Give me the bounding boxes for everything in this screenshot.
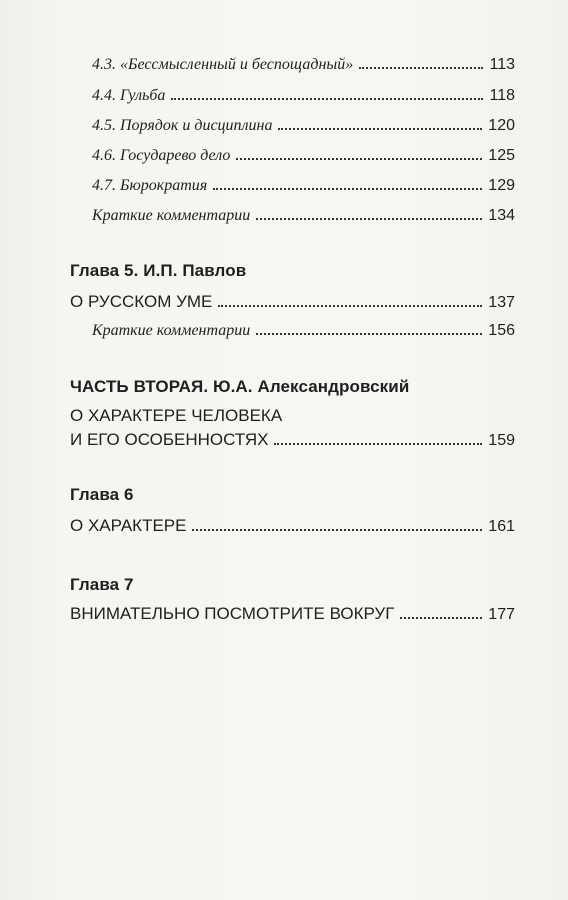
- toc-entry-page: 159: [488, 432, 515, 449]
- toc-entry-title: Краткие комментарии: [92, 207, 251, 224]
- toc-entry-about-character: [70, 516, 515, 536]
- dot-leader: [213, 188, 482, 190]
- toc-entry-page: 129: [488, 177, 515, 194]
- toc-entry-title: 4.5. Порядок и дисциплина: [92, 117, 273, 134]
- toc-entry-page: 113: [489, 56, 515, 73]
- toc-entry-title: 4.7. Бюрократия: [92, 177, 208, 194]
- toc-entry-title: Краткие комментарии: [92, 322, 251, 339]
- toc-entry-4-4: [92, 87, 515, 105]
- toc-entry-page: 134: [488, 207, 515, 224]
- dot-leader: [236, 158, 482, 160]
- dot-leader: [278, 128, 482, 130]
- toc-entry-comments-5: [92, 322, 515, 340]
- toc-entry-title: 4.4. Гульба: [92, 87, 166, 104]
- toc-entry-title: ВНИМАТЕЛЬНО ПОСМОТРИТЕ ВОКРУГ: [70, 604, 395, 623]
- toc-entry-character-line2: [70, 430, 515, 450]
- dot-leader: [192, 529, 482, 531]
- chapter-6-heading: Глава 6: [70, 485, 134, 504]
- toc-entry-4-5: [92, 117, 515, 135]
- toc-entry-title: 4.3. «Бессмысленный и беспощадный»: [92, 56, 354, 73]
- toc-entry-page: 120: [488, 117, 515, 134]
- dot-leader: [400, 617, 482, 619]
- dot-leader: [171, 98, 483, 100]
- dot-leader: [256, 333, 482, 335]
- toc-entry-page: 118: [489, 87, 515, 104]
- toc-entry-character-line1: О ХАРАКТЕРЕ ЧЕЛОВЕКА: [70, 406, 283, 425]
- toc-entry-page: 177: [488, 606, 515, 623]
- toc-entry-4-6: [92, 147, 515, 165]
- toc-entry-4-3: [92, 56, 515, 74]
- toc-entry-title: О РУССКОМ УМЕ: [70, 292, 213, 311]
- toc-entry-page: 137: [488, 294, 515, 311]
- dot-leader: [274, 443, 482, 445]
- toc-entry-title: И ЕГО ОСОБЕННОСТЯХ: [70, 430, 269, 449]
- dot-leader: [218, 305, 482, 307]
- toc-entry-title: О ХАРАКТЕРЕ: [70, 516, 187, 535]
- dot-leader: [256, 218, 482, 220]
- toc-entry-russian-mind: [70, 292, 515, 312]
- toc-entry-look-around: [70, 604, 515, 624]
- toc-entry-comments-4: [92, 207, 515, 225]
- part-two-heading: ЧАСТЬ ВТОРАЯ. Ю.А. Александровский: [70, 377, 410, 396]
- chapter-7-heading: Глава 7: [70, 575, 134, 594]
- toc-entry-title: 4.6. Государево дело: [92, 147, 231, 164]
- toc-entry-page: 156: [488, 322, 515, 339]
- toc-entry-4-7: [92, 177, 515, 195]
- toc-entry-page: 125: [488, 147, 515, 164]
- toc-entry-page: 161: [488, 518, 515, 535]
- dot-leader: [359, 67, 483, 69]
- chapter-5-heading: Глава 5. И.П. Павлов: [70, 261, 247, 280]
